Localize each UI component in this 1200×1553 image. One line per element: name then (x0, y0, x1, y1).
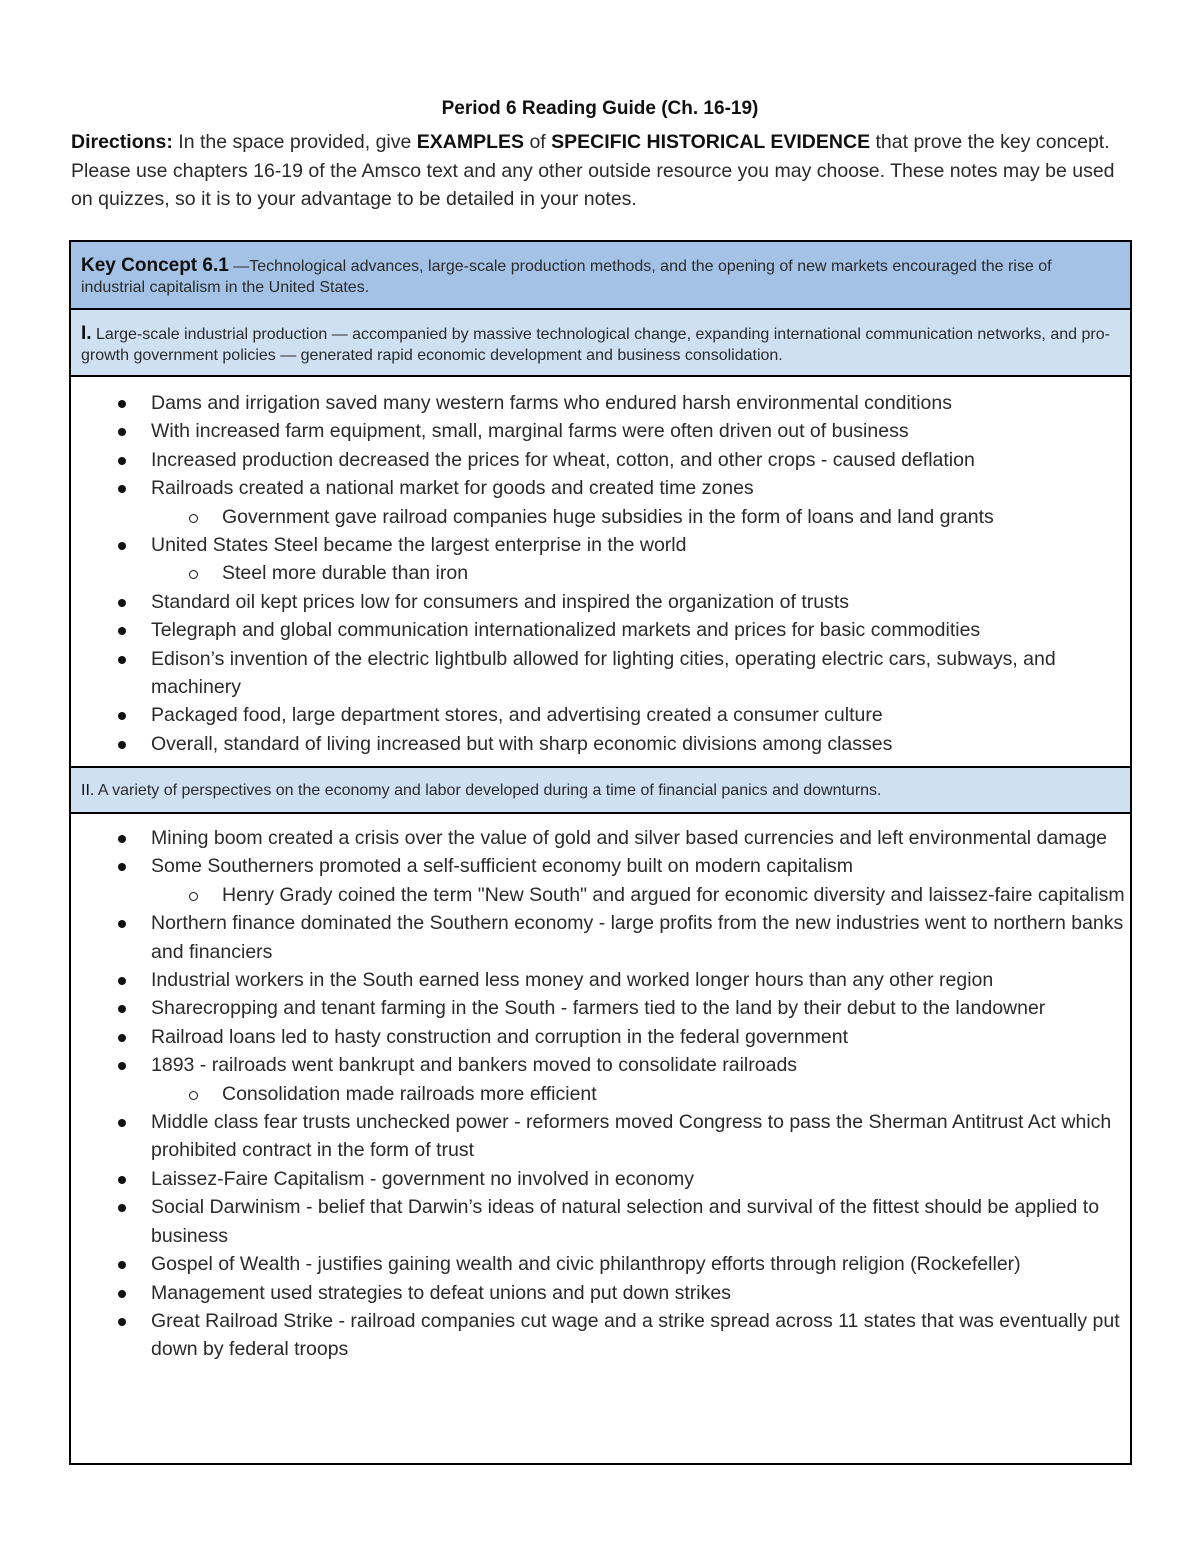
bullet-icon (118, 1290, 126, 1298)
list-item (71, 852, 1130, 880)
list-item (71, 1165, 1130, 1193)
bullet-icon (118, 1034, 126, 1042)
bullet-icon (118, 1005, 126, 1013)
list-item (71, 645, 1130, 702)
list-item-text: Management used strategies to defeat unions and put down strikes (151, 1281, 731, 1304)
list-item (71, 909, 1130, 966)
list-item (71, 701, 1130, 729)
bullet-icon (118, 1119, 126, 1127)
sub-list-item (71, 881, 1130, 909)
section-2-header (71, 768, 1130, 814)
list-item-text: Great Railroad Strike - railroad companies cut wage and a strike spread across 11 states that was eventually put down by federal troops (151, 1309, 1120, 1361)
bullet-icon (118, 1176, 126, 1184)
list-item-text: Consolidation made railroads more efficient (222, 1082, 597, 1105)
bullet-icon (118, 977, 126, 985)
bullet-icon (118, 1062, 126, 1070)
section-2-numeral: II. (81, 782, 95, 799)
directions-text-2: of (524, 131, 552, 153)
bullet-icon (118, 741, 126, 749)
list-item-text: With increased farm equipment, small, marginal farms were often driven out of business (151, 420, 909, 443)
list-item (71, 1250, 1130, 1278)
section-1-list (71, 389, 1130, 758)
list-item (71, 389, 1130, 417)
list-item-text: Sharecropping and tenant farming in the South - farmers tied to the land by their debut to the landowner (151, 997, 1046, 1020)
list-item (71, 966, 1130, 994)
list-item-text: Railroads created a national market for goods and created time zones (151, 477, 754, 500)
list-item (71, 994, 1130, 1022)
list-item-text: Overall, standard of living increased but with sharp economic divisions among classes (151, 732, 893, 755)
section-1-header (71, 310, 1130, 377)
list-item (71, 1023, 1130, 1051)
key-concept-header (71, 242, 1130, 310)
bullet-icon (118, 485, 126, 493)
hollow-bullet-icon (189, 514, 198, 523)
list-item (71, 588, 1130, 616)
list-item-text: Increased production decreased the prices for wheat, cotton, and other crops - caused deflation (151, 448, 975, 471)
list-item-text: 1893 - railroads went bankrupt and bankers moved to consolidate railroads (151, 1054, 798, 1077)
section-2-list (71, 824, 1130, 1364)
list-item-text: Standard oil kept prices low for consumers and inspired the organization of trusts (151, 590, 850, 613)
list-item (71, 616, 1130, 644)
bullet-icon (118, 1318, 126, 1326)
list-item-text: Steel more durable than iron (222, 562, 469, 585)
list-item (71, 1051, 1130, 1079)
list-item-text: Industrial workers in the South earned less money and worked longer hours than any other region (151, 969, 994, 992)
list-item (71, 446, 1130, 474)
list-item-text: Some Southerners promoted a self-sufficient economy built on modern capitalism (151, 855, 853, 878)
bullet-icon (118, 656, 126, 664)
bullet-icon (118, 542, 126, 550)
list-item-text: Mining boom created a crisis over the value of gold and silver based currencies and left environmental damage (151, 827, 1108, 849)
bullet-icon (118, 457, 126, 465)
sub-list-item (71, 559, 1130, 587)
directions-text-1: In the space provided, give (172, 131, 417, 153)
bullet-icon (118, 920, 126, 928)
bullet-icon (118, 1204, 126, 1212)
list-item-text: United States Steel became the largest enterprise in the world (151, 534, 687, 557)
list-item-text: Laissez-Faire Capitalism - government no involved in economy (151, 1167, 694, 1190)
section-1-notes (71, 377, 1130, 768)
bullet-icon (118, 863, 126, 871)
list-item-text: Middle class fear trusts unchecked power - reformers moved Congress to pass the Sherman Antitrust Act which prohibited contract in the form of trust (151, 1111, 1112, 1162)
list-item (71, 474, 1130, 502)
sub-list-item (71, 1080, 1130, 1108)
section-2-notes (71, 814, 1130, 1463)
sub-list-item (71, 503, 1130, 531)
key-concept-text: —Technological advances, large-scale production methods, and the opening of new markets encouraged the rise of industrial capitalism in the United States. (81, 258, 1052, 296)
list-item (71, 1193, 1130, 1250)
list-item-text: Henry Grady coined the term "New South" and argued for economic diversity and laissez-faire capitalism (222, 883, 1125, 906)
list-item-text: Northern finance dominated the Southern economy - large profits from the new industries went to northern banks and financiers (151, 912, 1124, 963)
bullet-icon (118, 428, 126, 436)
list-item-text: Railroad loans led to hasty construction and corruption in the federal government (151, 1025, 848, 1048)
section-2-text: A variety of perspectives on the economy and labor developed during a time of financial panics and downturns. (94, 782, 882, 799)
list-item (71, 1108, 1130, 1165)
hollow-bullet-icon (189, 1091, 198, 1100)
directions-emphasis-examples: EXAMPLES (416, 131, 525, 153)
page-title: Period 6 Reading Guide (Ch. 16-19) (441, 98, 759, 119)
list-item-text: Social Darwinism - belief that Darwin’s ideas of natural selection and survival of the fittest should be applied to business (151, 1196, 1100, 1247)
list-item (71, 730, 1130, 758)
bullet-icon (118, 712, 126, 720)
bullet-icon (118, 400, 126, 408)
directions-text-3: that prove the key concept. Please use chapters 16-19 of the Amsco text and any other outside resource you may choose. These notes may be used on quizzes, so it is to your advantage to be detailed in your notes. (71, 131, 1115, 210)
bullet-icon (118, 627, 126, 635)
key-concept-label: Key Concept 6.1 (81, 255, 229, 276)
bullet-icon (118, 1261, 126, 1269)
reading-guide-table (69, 240, 1132, 1465)
directions-paragraph (71, 128, 1131, 214)
list-item (71, 824, 1130, 852)
list-item-text: Telegraph and global communication internationalized markets and prices for basic commodities (151, 619, 981, 642)
list-item (71, 1307, 1130, 1364)
list-item (71, 1279, 1130, 1307)
list-item-text: Dams and irrigation saved many western farms who endured harsh environmental conditions (151, 392, 952, 414)
list-item-text: Packaged food, large department stores, and advertising created a consumer culture (151, 704, 883, 727)
list-item (71, 531, 1130, 559)
bullet-icon (118, 599, 126, 607)
list-item-text: Edison’s invention of the electric lightbulb allowed for lighting cities, operating electric cars, subways, and machinery (151, 647, 1056, 699)
section-1-text: Large-scale industrial production — accompanied by massive technological change, expanding international communication networks, and pro-growth government policies — generated rapid economic development and business consolidation. (81, 326, 1110, 364)
directions-label: Directions: (71, 131, 173, 153)
list-item (71, 417, 1130, 445)
hollow-bullet-icon (189, 892, 198, 901)
hollow-bullet-icon (189, 570, 198, 579)
section-1-numeral: I. (81, 323, 92, 344)
list-item-text: Gospel of Wealth - justifies gaining wealth and civic philanthropy efforts through religion (Rockefeller) (151, 1253, 1021, 1276)
list-item-text: Government gave railroad companies huge subsidies in the form of loans and land grants (222, 505, 994, 528)
directions-emphasis-evidence: SPECIFIC HISTORICAL EVIDENCE (551, 131, 871, 153)
bullet-icon (118, 835, 126, 843)
